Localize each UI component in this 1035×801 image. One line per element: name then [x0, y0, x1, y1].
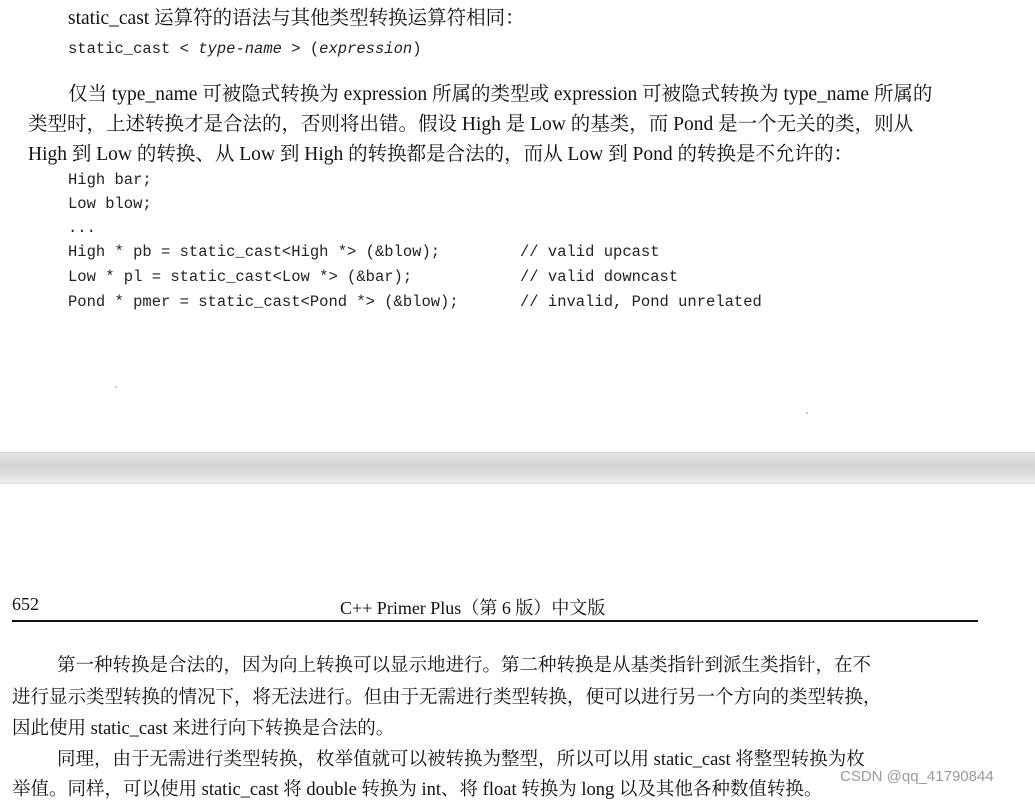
- intro-line: static_cast 运算符的语法与其他类型转换运算符相同：: [68, 8, 525, 29]
- page-number: 652: [12, 594, 39, 614]
- syntax-suffix: ): [412, 40, 422, 58]
- scan-speck: [806, 412, 808, 414]
- paragraph-line: 举值。同样，可以使用 static_cast 将 double 转换为 int、将 float 转换为 long 以及其他各种数值转换。: [12, 780, 823, 800]
- syntax-type: type-name: [198, 40, 282, 58]
- paragraph-line: High 到 Low 的转换、从 Low 到 High 的转换都是合法的，而从 Low 到 Pond 的转换是不允许的：: [28, 144, 853, 165]
- syntax-expression: expression: [319, 40, 413, 58]
- paragraph-line: 因此使用 static_cast 来进行向下转换是合法的。: [12, 719, 395, 739]
- header-rule: [12, 620, 978, 622]
- paragraph-line: 同理，由于无需进行类型转换，枚举值就可以被转换为整型，所以可以用 static_cast 将整型转换为枚: [57, 750, 865, 770]
- code-line: High bar;: [68, 171, 152, 189]
- code-comment: // valid downcast: [520, 268, 679, 286]
- syntax-line: [68, 40, 422, 58]
- syntax-mid: > (: [281, 40, 320, 58]
- code-line: Low blow;: [68, 195, 152, 213]
- code-line: Low * pl = static_cast<Low *> (&bar);: [68, 268, 413, 286]
- running-title: C++ Primer Plus（第 6 版）中文版: [340, 598, 606, 618]
- syntax-prefix: static_cast <: [68, 40, 199, 58]
- paragraph-line: 第一种转换是合法的，因为向上转换可以显示地进行。第二种转换是从基类指针到派生类指针，在不: [57, 656, 872, 676]
- code-line: High * pb = static_cast<High *> (&blow);: [68, 243, 441, 261]
- paragraph-line: 仅当 type_name 可被隐式转换为 expression 所属的类型或 expression 可被隐式转换为 type_name 所属的: [68, 84, 933, 105]
- code-comment: // invalid, Pond unrelated: [520, 293, 762, 311]
- scan-speck: [115, 386, 117, 388]
- code-line: Pond * pmer = static_cast<Pond *> (&blow);: [68, 293, 459, 311]
- paragraph-line: 进行显示类型转换的情况下，将无法进行。但由于无需进行类型转换，便可以进行另一个方向的类型转换，: [12, 688, 882, 708]
- watermark: CSDN @qq_41790844: [840, 768, 994, 785]
- paragraph-line: 类型时，上述转换才是合法的，否则将出错。假设 High 是 Low 的基类，而 Pond 是一个无关的类，则从: [28, 114, 914, 135]
- page-separator: [0, 452, 1035, 484]
- code-line: ...: [68, 219, 96, 237]
- code-comment: // valid upcast: [520, 243, 660, 261]
